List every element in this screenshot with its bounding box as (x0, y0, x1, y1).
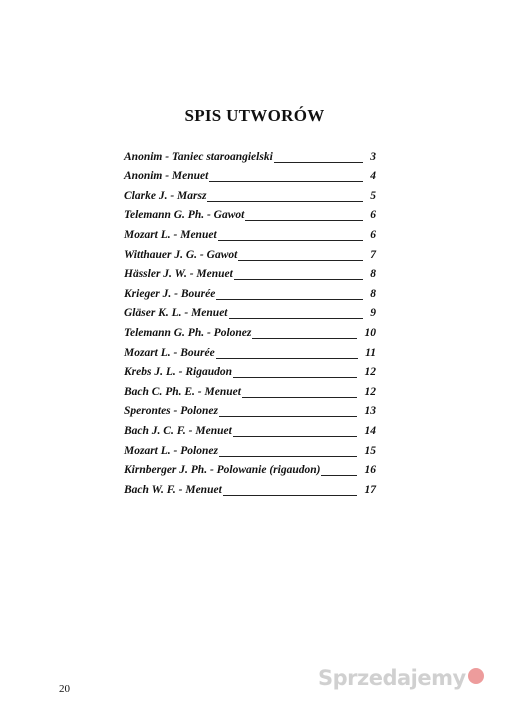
toc-entry-title: Bach W. F. - Menuet (124, 483, 222, 496)
toc-leader-line (223, 495, 357, 496)
toc-leader-line (216, 358, 358, 359)
toc-leader-line (233, 377, 357, 378)
toc-entry-page: 8 (370, 287, 376, 300)
toc-entry (124, 303, 376, 323)
toc-entry-title: Krieger J. - Bourée (124, 287, 216, 300)
toc-entry-title: Mozart L. - Bourée (124, 346, 215, 359)
toc-entry (124, 322, 376, 342)
watermark-badge-icon (468, 668, 484, 684)
toc-entry-title: Mozart L. - Menuet (124, 228, 217, 241)
toc-leader-line (219, 416, 357, 417)
toc-entry (124, 401, 376, 421)
toc-entry-title: Sperontes - Polonez (124, 405, 218, 418)
toc-entry-title: Gläser K. L. - Menuet (124, 307, 228, 320)
toc-entry (124, 185, 376, 205)
toc-leader-line (218, 240, 363, 241)
toc-entry-title: Hässler J. W. - Menuet (124, 268, 233, 281)
toc-entry-page: 12 (364, 385, 376, 398)
toc-entry-title: Mozart L. - Polonez (124, 444, 218, 457)
toc-entry-page: 6 (370, 209, 376, 222)
toc-leader-line (207, 201, 363, 202)
toc-entry-title: Clarke J. - Marsz (124, 189, 207, 202)
toc-entry-page: 4 (370, 170, 376, 183)
toc-entry-page: 8 (370, 268, 376, 281)
toc-leader-line (209, 181, 363, 182)
toc-entry-page: 5 (370, 189, 376, 202)
toc-entry (124, 166, 376, 186)
toc-entry (124, 264, 376, 284)
toc-leader-line (245, 220, 363, 221)
toc-leader-line (274, 162, 363, 163)
toc-entry-page: 15 (364, 444, 376, 457)
toc-entry-page: 9 (370, 307, 376, 320)
toc-entry-page: 17 (364, 483, 376, 496)
toc-entry (124, 479, 376, 499)
toc-entry (124, 342, 376, 362)
toc-entry (124, 146, 376, 166)
toc-leader-line (216, 299, 363, 300)
toc-entry-title: Anonim - Taniec staroangielski (124, 150, 273, 163)
toc-leader-line (238, 260, 363, 261)
watermark-text: Sprzedajemy (318, 666, 466, 690)
toc-entry-title: Bach J. C. F. - Menuet (124, 424, 232, 437)
toc-entry-page: 3 (370, 150, 376, 163)
toc-leader-line (233, 436, 357, 437)
toc-entry-page: 12 (364, 366, 376, 379)
toc-entry-page: 10 (364, 326, 376, 339)
toc-entry (124, 362, 376, 382)
toc-entry-page: 7 (370, 248, 376, 261)
page-title: SPIS UTWORÓW (184, 106, 325, 125)
toc-entry (124, 460, 376, 480)
toc-entry-title: Krebs J. L. - Rigaudon (124, 366, 232, 379)
toc-entry-page: 6 (370, 228, 376, 241)
toc-entry-title: Kirnberger J. Ph. - Polowanie (rigaudon) (124, 464, 321, 477)
toc-entry-title: Witthauer J. G. - Gawot (124, 248, 238, 261)
toc-leader-line (242, 397, 357, 398)
toc-entry (124, 244, 376, 264)
toc-entry (124, 224, 376, 244)
toc-leader-line (321, 475, 357, 476)
watermark-logo (318, 666, 484, 690)
toc-leader-line (252, 338, 357, 339)
toc-leader-line (229, 318, 363, 319)
toc-entry-title: Anonim - Menuet (124, 170, 209, 183)
toc-entry (124, 381, 376, 401)
toc-entry (124, 205, 376, 225)
toc-entry-page: 13 (364, 405, 376, 418)
table-of-contents (124, 146, 376, 499)
toc-entry-page: 16 (364, 464, 376, 477)
toc-entry (124, 420, 376, 440)
page-number: 20 (59, 683, 70, 695)
toc-entry-title: Telemann G. Ph. - Gawot (124, 209, 245, 222)
toc-entry (124, 283, 376, 303)
toc-leader-line (234, 279, 363, 280)
toc-entry-title: Telemann G. Ph. - Polonez (124, 326, 252, 339)
toc-entry-title: Bach C. Ph. E. - Menuet (124, 385, 241, 398)
toc-entry-page: 11 (365, 346, 376, 359)
toc-entry (124, 440, 376, 460)
toc-leader-line (219, 456, 357, 457)
toc-entry-page: 14 (364, 424, 376, 437)
